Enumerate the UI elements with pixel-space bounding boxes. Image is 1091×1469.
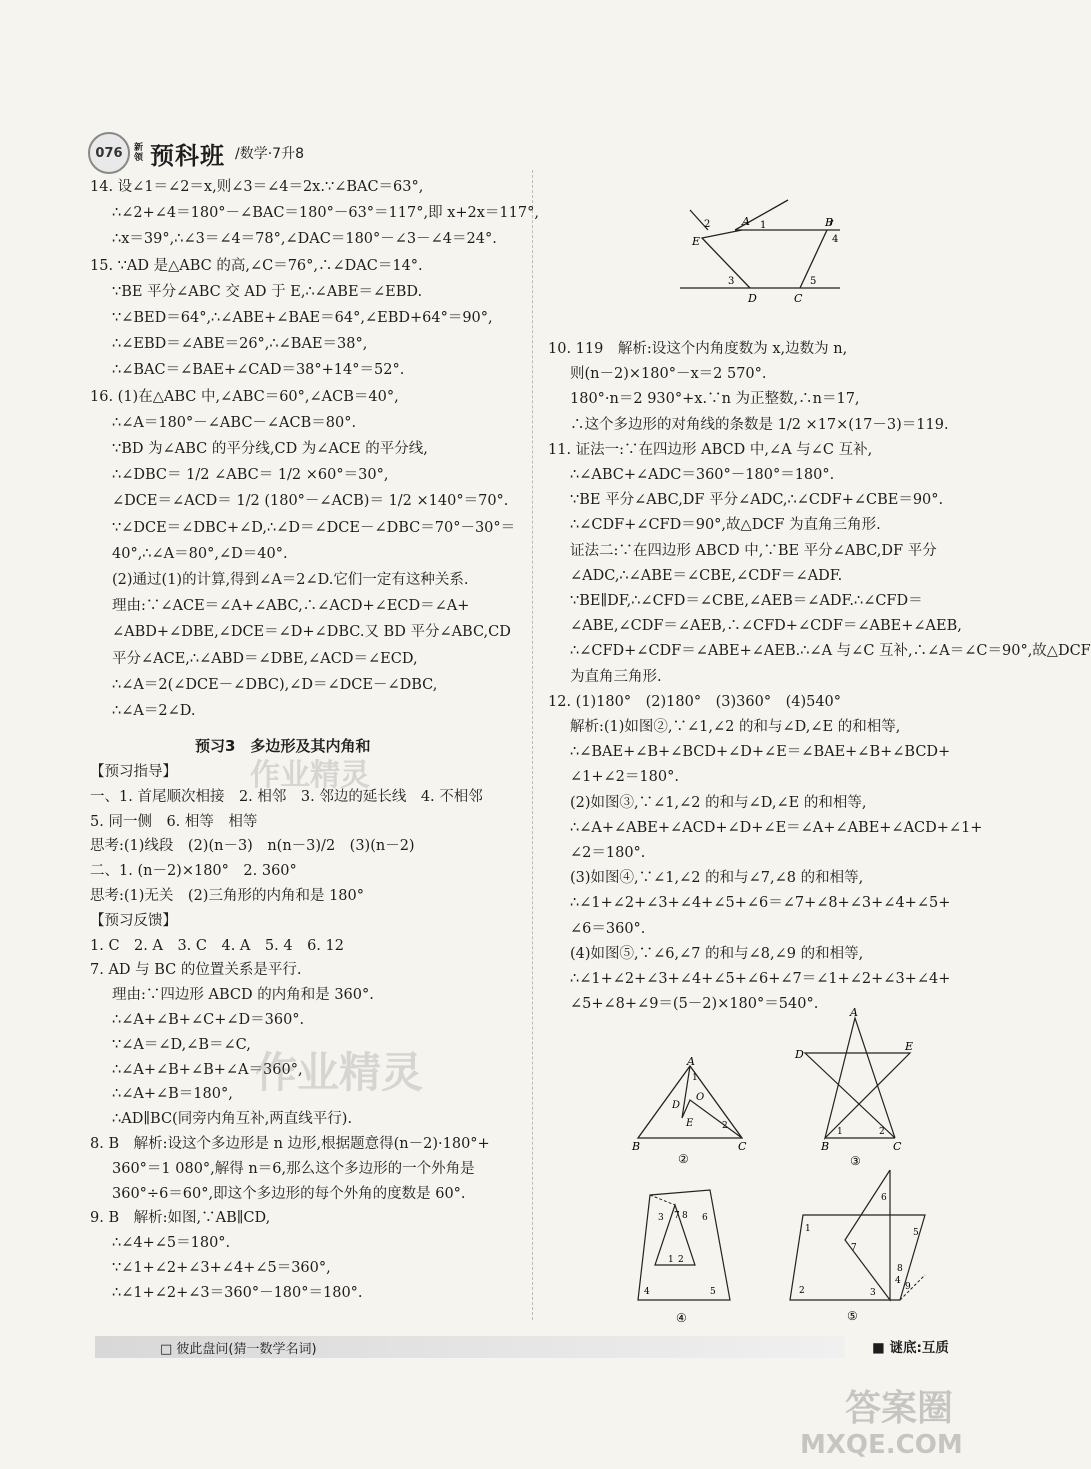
f5-angle-1: 1 <box>805 1224 811 1234</box>
figure-2 <box>630 1055 750 1170</box>
right-line: 180°·n＝2 930°+x.∵n 为正整数,∴n＝17, <box>570 391 860 408</box>
left-line: ∠DCE＝∠ACD＝ 1/2 (180°－∠ACB)＝ 1/2 ×140°＝70°. <box>112 493 509 510</box>
left-line: ∴∠BAC＝∠BAE+∠CAD＝38°+14°＝52°. <box>112 362 405 379</box>
left-line: 理由:∵∠ACE＝∠A+∠ABC,∴∠ACD+∠ECD＝∠A+ <box>112 598 470 615</box>
f3-point-a: A <box>850 1006 858 1019</box>
f5-angle-2: 2 <box>799 1286 805 1296</box>
watermark-4: MXQE.COM <box>800 1430 963 1460</box>
angle-3-label: 3 <box>728 276 735 287</box>
watermark-2: 作业精灵 <box>250 758 370 793</box>
footer-riddle: □ 彼此盘问(猜一数学名词) <box>160 1342 317 1357</box>
right-line: ∠6＝360°. <box>570 920 646 937</box>
right-line: 解析:(1)如图②,∵∠1,∠2 的和与∠D,∠E 的和相等, <box>570 719 901 735</box>
left2-line: 思考:(1)无关 (2)三角形的内角和是 180° <box>90 888 364 904</box>
left-line: 40°,∴∠A＝80°,∠D＝40°. <box>112 545 288 562</box>
right-line: ∴∠CDF+∠CFD＝90°,故△DCF 为直角三角形. <box>570 517 881 534</box>
point-b-label: B <box>825 216 834 229</box>
f5-angle-9: 9 <box>905 1282 911 1292</box>
right-line: ∠ADC,∴∠ABE＝∠CBE,∠CDF＝∠ADF. <box>570 567 843 584</box>
right-line: ∴这个多边形的对角线的条数是 1/2 ×17×(17－3)＝119. <box>570 416 949 433</box>
angle-5-label: 5 <box>810 276 817 287</box>
f4-angle-6: 6 <box>702 1213 708 1223</box>
f5-angle-5: 5 <box>913 1228 919 1238</box>
right-line: 11. 证法一:∵在四边形 ABCD 中,∠A 与∠C 互补, <box>548 441 873 458</box>
left-line: ∴∠DBC＝ 1/2 ∠ABC＝ 1/2 ×60°＝30°, <box>112 467 389 484</box>
figure-4-label: ④ <box>676 1311 687 1325</box>
section-title: 预习3 多边形及其内角和 <box>195 737 371 755</box>
f5-angle-3: 3 <box>870 1288 876 1298</box>
left-line: ∴∠EBD＝∠ABE＝26°,∴∠BAE＝38°, <box>112 336 368 353</box>
right-line: ∠1+∠2＝180°. <box>570 769 679 786</box>
left2-line: ∴∠A+∠B+∠C+∠D＝360°. <box>112 1012 305 1028</box>
left-line: ∵BD 为∠ABC 的平分线,CD 为∠ACE 的平分线, <box>112 441 428 457</box>
brand-title: 预科班 <box>150 141 225 170</box>
figure-5-label: ⑤ <box>847 1309 858 1323</box>
f2-point-e: E <box>686 1118 694 1129</box>
f2-point-c: C <box>738 1140 747 1153</box>
right-line: ∴∠BAE+∠B+∠BCD+∠D+∠E＝∠BAE+∠B+∠BCD+ <box>570 744 951 761</box>
left-line: ∠ABD+∠DBE,∠DCE＝∠D+∠DBC.又 BD 平分∠ABC,CD <box>112 624 511 641</box>
f4-angle-2: 2 <box>678 1255 684 1265</box>
right-line: 10. 119 解析:设这个内角度数为 x,边数为 n, <box>548 341 848 357</box>
f2-angle-2: 2 <box>722 1121 728 1131</box>
right-line: ∴∠1+∠2+∠3+∠4+∠5+∠6+∠7＝∠1+∠2+∠3+∠4+ <box>570 971 951 987</box>
f2-point-b: B <box>632 1140 641 1153</box>
footer-answer: ■ 谜底:互质 <box>872 1340 949 1356</box>
right-line: ∠5+∠8+∠9＝(5－2)×180°＝540°. <box>570 996 819 1013</box>
left2-line: ∵∠1+∠2+∠3+∠4+∠5＝360°, <box>112 1260 331 1276</box>
f3-angle-1: 1 <box>837 1127 843 1137</box>
f2-point-a: A <box>687 1055 695 1068</box>
left-line: ∴∠A＝180°－∠ABC－∠ACB＝80°. <box>112 414 357 431</box>
f5-angle-8: 8 <box>897 1264 903 1274</box>
left-line: ∴∠A＝2(∠DCE－∠DBC),∠D＝∠DCE－∠DBC, <box>112 676 438 693</box>
right-line: ∴∠ABC+∠ADC＝360°－180°＝180°. <box>570 467 835 483</box>
left-line: ∴x＝39°,∴∠3＝∠4＝78°,∠DAC＝180°－∠3－∠4＝24°. <box>112 231 497 248</box>
left2-line: ∴∠4+∠5＝180°. <box>112 1235 231 1252</box>
page-number: 076 <box>88 132 130 174</box>
left2-line: 1. C 2. A 3. C 4. A 5. 4 6. 12 <box>90 937 344 954</box>
right-line: 为直角三角形. <box>570 668 662 685</box>
right-line: 则(n－2)×180°－x＝2 570°. <box>570 366 767 383</box>
figure-4 <box>630 1190 740 1325</box>
left2-line: 一、1. 首尾顺次相接 2. 相邻 3. 邻边的延长线 4. 不相邻 <box>90 788 483 805</box>
figure-3 <box>795 1008 925 1168</box>
f4-angle-3: 3 <box>658 1213 664 1223</box>
left2-line: ∵∠A＝∠D,∠B＝∠C, <box>112 1036 251 1053</box>
left2-line: 思考:(1)线段 (2)(n－3) n(n－3)/2 (3)(n－2) <box>90 838 415 855</box>
page-header <box>88 132 304 174</box>
point-e-label: E <box>692 235 701 248</box>
left2-line: 【预习反馈】 <box>90 912 177 929</box>
f3-angle-2: 2 <box>879 1127 885 1137</box>
right-line: 12. (1)180° (2)180° (3)360° (4)540° <box>548 693 842 710</box>
left2-line: 理由:∵四边形 ABCD 的内角和是 360°. <box>112 987 374 1004</box>
left2-line: 9. B 解析:如图,∵AB∥CD, <box>90 1210 271 1227</box>
left2-line: 二、1. (n－2)×180° 2. 360° <box>90 863 297 880</box>
point-c-label: C <box>794 292 803 305</box>
f4-angle-8: 8 <box>682 1211 688 1221</box>
f4-angle-5: 5 <box>710 1287 716 1297</box>
right-line: (2)如图③,∵∠1,∠2 的和与∠D,∠E 的和相等, <box>570 794 867 811</box>
left-line: ∵BE 平分∠ABC 交 AD 于 E,∴∠ABE＝∠EBD. <box>112 283 423 300</box>
left-line: ∴∠A＝2∠D. <box>112 703 196 719</box>
right-line: (4)如图⑤,∵∠6,∠7 的和与∠8,∠9 的和相等, <box>570 945 864 962</box>
angle-2-label: 2 <box>704 219 711 230</box>
left-line: ∵∠DCE＝∠DBC+∠D,∴∠D＝∠DCE－∠DBC＝70°－30°＝ <box>112 519 516 536</box>
left2-line: 360°＝1 080°,解得 n＝6,那么这个多边形的一个外角是 <box>112 1160 475 1177</box>
angle-1-label: 1 <box>760 220 767 231</box>
left-line: ∵∠BED＝64°,∴∠ABE+∠BAE＝64°,∠EBD+64°＝90°, <box>112 310 493 326</box>
column-divider <box>532 170 533 1320</box>
left-line: 16. (1)在△ABC 中,∠ABC＝60°,∠ACB＝40°, <box>90 388 399 405</box>
figure-quadrilateral-parallel <box>680 200 860 310</box>
right-line: ∴∠A+∠ABE+∠ACD+∠D+∠E＝∠A+∠ABE+∠ACD+∠1+ <box>570 819 983 836</box>
brand-small: 新领 <box>134 143 144 163</box>
figure-2-label: ② <box>678 1152 689 1166</box>
right-line: ∠2＝180°. <box>570 845 646 861</box>
left2-line: 360°÷6＝60°,即这个多边形的每个外角的度数是 60°. <box>112 1185 466 1202</box>
left-line: 15. ∵AD 是△ABC 的高,∠C＝76°,∴∠DAC＝14°. <box>90 257 423 274</box>
right-line: ∠ABE,∠CDF＝∠AEB,∴∠CFD+∠CDF＝∠ABE+∠AEB, <box>570 618 962 635</box>
left2-line: 7. AD 与 BC 的位置关系是平行. <box>90 962 302 979</box>
right-line: ∴∠1+∠2+∠3+∠4+∠5+∠6＝∠7+∠8+∠3+∠4+∠5+ <box>570 895 951 912</box>
left-line: 14. 设∠1＝∠2＝x,则∠3＝∠4＝2x.∵∠BAC＝63°, <box>90 179 424 195</box>
f5-angle-7: 7 <box>851 1243 857 1253</box>
left2-line: ∴∠1+∠2+∠3＝360°－180°＝180°. <box>112 1284 363 1301</box>
f2-angle-1: 1 <box>692 1073 698 1083</box>
left2-line: ∴∠A+∠B+∠B+∠A＝360°, <box>112 1061 303 1078</box>
f5-angle-6: 6 <box>881 1193 887 1203</box>
subject-label: /数学·7升8 <box>235 146 304 162</box>
f4-angle-7: 7 <box>674 1211 680 1221</box>
angle-4-label: 4 <box>832 234 839 245</box>
f3-point-d: D <box>795 1048 804 1061</box>
f4-angle-4: 4 <box>644 1287 650 1297</box>
left-line: (2)通过(1)的计算,得到∠A＝2∠D.它们一定有这种关系. <box>112 572 469 588</box>
f5-angle-4: 4 <box>895 1276 901 1286</box>
left2-line: 【预习指导】 <box>90 764 177 780</box>
point-a-label: A <box>742 215 750 228</box>
left2-line: 5. 同一侧 6. 相等 相等 <box>90 813 258 830</box>
f4-angle-1: 1 <box>668 1255 674 1265</box>
right-line: ∴∠CFD+∠CDF＝∠ABE+∠AEB.∴∠A 与∠C 互补,∴∠A＝∠C＝90°,故△DCF <box>570 643 1091 660</box>
f2-point-o: O <box>696 1092 705 1103</box>
right-line: 证法二:∵在四边形 ABCD 中,∵BE 平分∠ABC,DF 平分 <box>570 542 937 559</box>
left-line: ∴∠2+∠4＝180°－∠BAC＝180°－63°＝117°,即 x+2x＝117°, <box>112 205 539 222</box>
f2-point-d: D <box>672 1100 681 1111</box>
left2-line: ∴∠A+∠B＝180°, <box>112 1086 233 1103</box>
watermark-3: 答案圈 <box>845 1388 954 1429</box>
left2-line: ∴AD∥BC(同旁内角互补,两直线平行). <box>112 1111 353 1128</box>
watermark-1: 作业精灵 <box>255 1048 424 1097</box>
right-line: ∵BE 平分∠ABC,DF 平分∠ADC,∴∠CDF+∠CBE＝90°. <box>570 492 944 509</box>
right-line: ∵BE∥DF,∴∠CFD＝∠CBE,∠AEB＝∠ADF.∴∠CFD＝ <box>570 593 923 609</box>
f3-point-e: E <box>905 1040 914 1053</box>
point-d-label: D <box>748 292 757 305</box>
figure-5 <box>785 1165 925 1325</box>
right-line: (3)如图④,∵∠1,∠2 的和与∠7,∠8 的和相等, <box>570 870 864 887</box>
left-line: 平分∠ACE,∴∠ABD＝∠DBE,∠ACD＝∠ECD, <box>112 650 418 667</box>
figure-3-label: ③ <box>850 1154 861 1168</box>
f3-point-b: B <box>821 1140 830 1153</box>
f3-point-c: C <box>893 1140 902 1153</box>
left2-line: 8. B 解析:设这个多边形是 n 边形,根据题意得(n－2)·180°+ <box>90 1136 490 1152</box>
